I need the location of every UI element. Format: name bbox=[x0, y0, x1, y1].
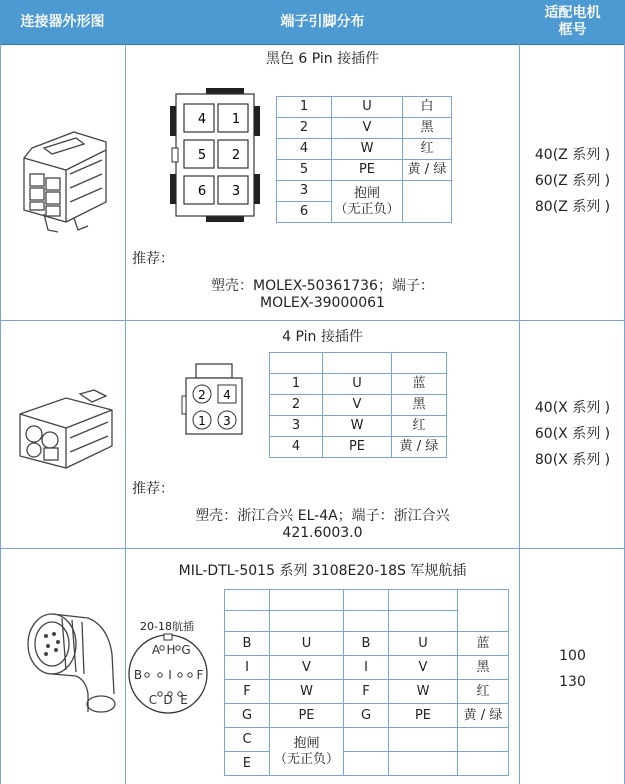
header-pin-layout: 端子引脚分布 bbox=[280, 13, 365, 30]
connector-4pin-image bbox=[10, 388, 120, 478]
table-cell bbox=[392, 353, 447, 374]
plug-pin-label: G bbox=[181, 643, 191, 657]
table-row bbox=[225, 752, 509, 776]
table-cell: 4 bbox=[270, 437, 323, 458]
table-cell: 白 bbox=[403, 97, 452, 118]
table-cell: 黑 bbox=[403, 118, 452, 139]
table-row bbox=[225, 656, 509, 680]
row1-pin-table bbox=[276, 96, 452, 223]
table-cell: 2 bbox=[270, 395, 323, 416]
table-cell bbox=[389, 728, 458, 752]
table-cell: 蓝 bbox=[458, 632, 509, 656]
table-cell: W bbox=[323, 416, 392, 437]
row1-recommend-line1: 塑壳：MOLEX-50361736；端子： bbox=[211, 278, 434, 294]
table-cell: W bbox=[270, 680, 344, 704]
table-cell: E bbox=[225, 752, 270, 776]
table-cell bbox=[323, 353, 392, 374]
row2-recommend-label: 推荐： bbox=[132, 481, 174, 497]
plug-pin-label: H bbox=[166, 643, 176, 657]
plug-label: 20-18航插 bbox=[140, 620, 194, 633]
pin-label: 4 bbox=[223, 388, 231, 402]
row1-motor-list bbox=[520, 142, 625, 220]
row1-recommend-line2: MOLEX-39000061 bbox=[260, 295, 385, 311]
table-cell bbox=[344, 611, 389, 632]
table-cell bbox=[458, 590, 509, 632]
table-cell: B bbox=[225, 632, 270, 656]
table-cell: PE bbox=[332, 160, 403, 181]
motor-frame: 60(X 系列 ) bbox=[534, 426, 611, 442]
table-row bbox=[270, 437, 447, 458]
table-row bbox=[270, 353, 447, 374]
table-cell bbox=[270, 611, 344, 632]
table-cell: 1 bbox=[277, 97, 332, 118]
table-cell bbox=[389, 590, 458, 611]
plug-pin-label: C bbox=[148, 693, 158, 707]
table-cell: G bbox=[344, 704, 389, 728]
brake-note: （无正负） bbox=[334, 201, 400, 217]
table-cell bbox=[344, 728, 389, 752]
table-cell: 黄 / 绿 bbox=[403, 160, 452, 181]
grid-line bbox=[0, 44, 1, 784]
grid-line bbox=[0, 320, 625, 321]
grid-line bbox=[0, 548, 625, 549]
table-row bbox=[225, 632, 509, 656]
row2-title: 4 Pin 接插件 bbox=[282, 329, 363, 345]
table-cell bbox=[458, 728, 509, 752]
motor-frame: 130 bbox=[559, 674, 586, 690]
pin-label: 1 bbox=[198, 414, 206, 428]
mil-plug-face-diagram bbox=[126, 632, 210, 716]
table-row bbox=[277, 118, 452, 139]
table-cell: 3 bbox=[277, 181, 332, 202]
table-cell: U bbox=[389, 632, 458, 656]
mil-connector-image bbox=[16, 604, 122, 720]
row1-title: 黑色 6 Pin 接插件 bbox=[265, 51, 380, 67]
table-cell: 黑 bbox=[458, 656, 509, 680]
row2-recommend-line1: 塑壳：浙江合兴 EL-4A；端子：浙江合兴 bbox=[195, 508, 450, 524]
table-cell bbox=[403, 181, 452, 223]
table-cell: 红 bbox=[458, 680, 509, 704]
plug-pin-label: B bbox=[133, 668, 143, 682]
motor-frame: 40(Z 系列 ) bbox=[534, 147, 611, 163]
table-cell bbox=[270, 728, 344, 776]
table-cell: 5 bbox=[277, 160, 332, 181]
pin-label: 3 bbox=[231, 184, 241, 199]
header-motor-frame bbox=[520, 0, 625, 44]
table-cell: PE bbox=[389, 704, 458, 728]
plug-pin-label: D bbox=[163, 693, 173, 707]
table-cell: V bbox=[270, 656, 344, 680]
table-cell: U bbox=[323, 374, 392, 395]
table-cell bbox=[344, 752, 389, 776]
table-cell bbox=[344, 590, 389, 611]
pin-label: 2 bbox=[231, 148, 241, 163]
row2-recommend-line2: 421.6003.0 bbox=[282, 525, 363, 541]
table-cell: 黄 / 绿 bbox=[392, 437, 447, 458]
row2-motor-list bbox=[520, 395, 625, 473]
table-row bbox=[225, 590, 509, 611]
table-row bbox=[225, 728, 509, 752]
table-cell: 红 bbox=[392, 416, 447, 437]
table-cell: PE bbox=[270, 704, 344, 728]
plug-pin-label: E bbox=[180, 693, 188, 707]
table-row bbox=[270, 416, 447, 437]
header-connector-shape: 连接器外形图 bbox=[20, 13, 105, 30]
row3-motor-list bbox=[520, 643, 625, 695]
motor-frame: 80(X 系列 ) bbox=[534, 452, 611, 468]
brake-label: 抱闸 bbox=[293, 735, 320, 751]
row1-recommend-label: 推荐： bbox=[132, 251, 174, 267]
motor-frame: 100 bbox=[559, 648, 586, 664]
table-cell: V bbox=[332, 118, 403, 139]
table-cell bbox=[225, 611, 270, 632]
table-cell bbox=[225, 590, 270, 611]
table-cell: PE bbox=[323, 437, 392, 458]
connector-6pin-image bbox=[14, 118, 114, 238]
table-cell: 蓝 bbox=[392, 374, 447, 395]
pin-label: 5 bbox=[197, 148, 207, 163]
table-row bbox=[277, 160, 452, 181]
table-cell: 红 bbox=[403, 139, 452, 160]
motor-frame: 80(Z 系列 ) bbox=[534, 199, 611, 215]
header-motor-frame-line2: 框号 bbox=[558, 22, 587, 38]
connector-4pin-face-diagram bbox=[180, 362, 246, 438]
table-cell: B bbox=[344, 632, 389, 656]
table-row bbox=[277, 139, 452, 160]
header-motor-frame-line1: 适配电机 bbox=[544, 5, 601, 21]
row3-title: MIL-DTL-5015 系列 3108E20-18S 军规航插 bbox=[178, 563, 467, 579]
table-cell: I bbox=[225, 656, 270, 680]
table-cell: 1 bbox=[270, 374, 323, 395]
table-cell bbox=[458, 752, 509, 776]
table-cell: U bbox=[332, 97, 403, 118]
table-row bbox=[270, 395, 447, 416]
connector-6pin-face-diagram bbox=[168, 86, 264, 224]
table-cell: W bbox=[332, 139, 403, 160]
table-cell bbox=[332, 181, 403, 223]
pin-label: 4 bbox=[197, 112, 207, 127]
table-cell: F bbox=[344, 680, 389, 704]
pin-label: 2 bbox=[198, 388, 206, 402]
plug-pin-label: F bbox=[196, 668, 204, 682]
table-row bbox=[277, 97, 452, 118]
table-row bbox=[225, 704, 509, 728]
table-cell: C bbox=[225, 728, 270, 752]
table-cell: 6 bbox=[277, 202, 332, 223]
table-cell: F bbox=[225, 680, 270, 704]
motor-frame: 40(X 系列 ) bbox=[534, 400, 611, 416]
pin-label: 1 bbox=[231, 112, 241, 127]
table-cell: U bbox=[270, 632, 344, 656]
table-cell bbox=[389, 752, 458, 776]
table-row bbox=[270, 374, 447, 395]
row3-pin-table bbox=[224, 589, 509, 776]
table-row bbox=[225, 680, 509, 704]
table-cell bbox=[270, 590, 344, 611]
table-cell: V bbox=[323, 395, 392, 416]
table-cell bbox=[270, 353, 323, 374]
table-cell: 黄 / 绿 bbox=[458, 704, 509, 728]
table-cell: 3 bbox=[270, 416, 323, 437]
table-cell: V bbox=[389, 656, 458, 680]
brake-label: 抱闸 bbox=[353, 185, 380, 201]
motor-frame: 60(Z 系列 ) bbox=[534, 173, 611, 189]
table-cell: 2 bbox=[277, 118, 332, 139]
pin-label: 6 bbox=[197, 184, 207, 199]
plug-pin-label: A bbox=[151, 643, 161, 657]
pin-label: 3 bbox=[223, 414, 231, 428]
plug-pin-label: I bbox=[168, 668, 172, 682]
table-cell: W bbox=[389, 680, 458, 704]
table-cell: 4 bbox=[277, 139, 332, 160]
table-row bbox=[277, 181, 452, 202]
table-cell: G bbox=[225, 704, 270, 728]
table-cell: I bbox=[344, 656, 389, 680]
table-header bbox=[0, 0, 625, 45]
table-cell bbox=[389, 611, 458, 632]
table-cell: 黑 bbox=[392, 395, 447, 416]
row2-pin-table bbox=[269, 352, 447, 458]
brake-note: （无正负） bbox=[273, 751, 339, 767]
